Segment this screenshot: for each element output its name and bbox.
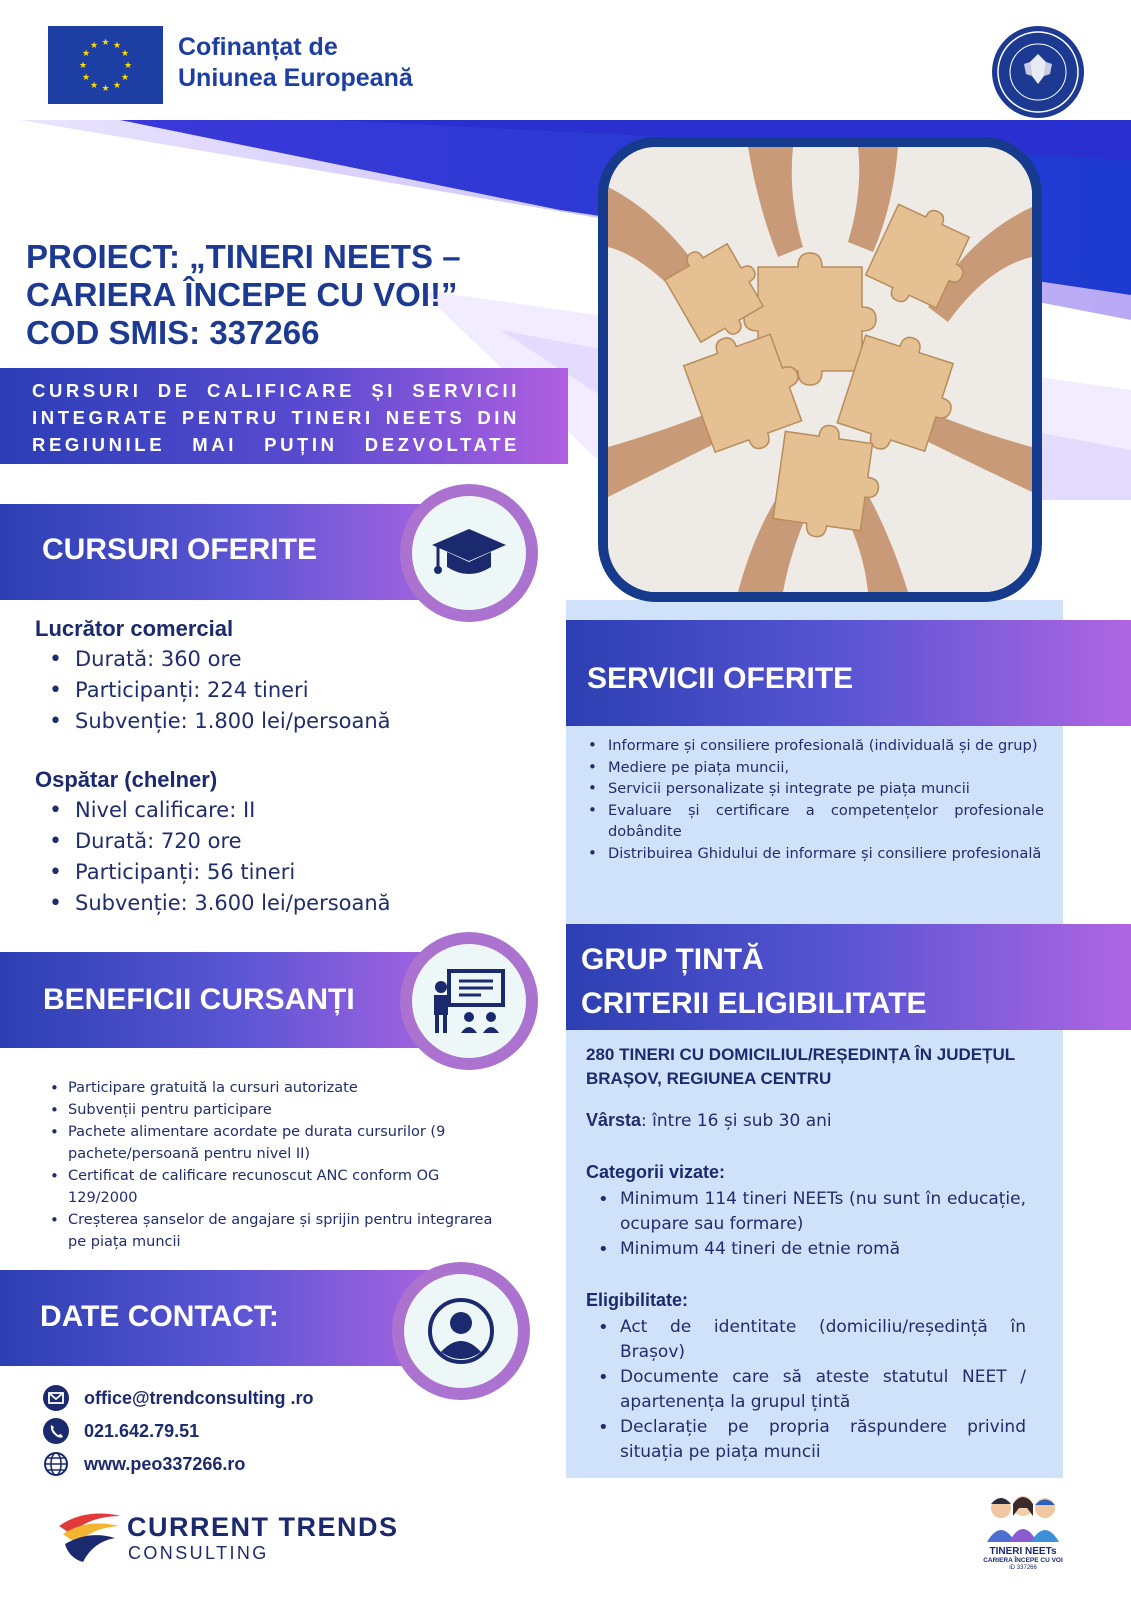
badge-id: ID 337266 <box>1009 1565 1037 1571</box>
eligibility-label: Eligibilitate: <box>586 1290 689 1310</box>
globe-icon <box>42 1450 70 1478</box>
courses-icon-badge <box>400 484 538 622</box>
email-icon <box>42 1384 70 1412</box>
svg-text:★: ★ <box>81 49 91 59</box>
service-item: • Servicii personalizate și integrate pe piața muncii <box>586 778 1044 800</box>
benefit-item: • Participare gratuită la cursuri autorizate <box>50 1077 500 1099</box>
svg-text:★: ★ <box>112 41 122 51</box>
eu-cofinancing-text <box>178 32 413 94</box>
svg-text:★: ★ <box>123 61 133 71</box>
eu-line-1: Cofinanțat de <box>178 33 338 61</box>
eligibility-item: • Act de identitate (domiciliu/reședință în Brașov) <box>588 1315 1026 1365</box>
romanian-government-seal <box>990 24 1086 120</box>
course-name-2: Ospătar (chelner) <box>35 767 218 792</box>
svg-text:★: ★ <box>89 41 99 51</box>
svg-text:★: ★ <box>78 61 88 71</box>
course-2-detail: • Durată: 720 ore <box>35 826 535 857</box>
graduation-cap-icon <box>430 523 508 583</box>
contact-phone-row[interactable] <box>42 1417 314 1445</box>
brand-name: CURRENT TRENDS <box>127 1512 399 1542</box>
project-subtitle: CURSURI DE CALIFICARE ȘI SERVICII INTEGRATE PENTRU TINERI NEETS DIN REGIUNILE MAI PUȚIN DEZVOLTATE <box>32 380 520 455</box>
categories-label: Categorii vizate: <box>586 1162 726 1182</box>
course-2-detail: • Nivel calificare: II <box>35 795 535 826</box>
project-title-line-2: CARIERA ÎNCEPE CU VOI!” <box>26 276 458 313</box>
phone-icon <box>42 1417 70 1445</box>
target-group-title-line-2: CRITERII ELIGIBILITATE <box>581 987 927 1020</box>
svg-text:★: ★ <box>81 73 91 83</box>
benefit-item: • Creșterea șanselor de angajare și sprijin pentru integrarea pe piața muncii <box>50 1209 500 1253</box>
svg-text:★: ★ <box>120 73 130 83</box>
eu-flag-logo <box>48 26 163 104</box>
course-2-detail: • Subvenție: 3.600 lei/persoană <box>35 888 535 919</box>
contact-website-row[interactable] <box>42 1450 314 1478</box>
categories-list <box>588 1187 1026 1262</box>
benefit-item: • Subvenții pentru participare <box>50 1099 500 1121</box>
eu-line-2: Uniunea Europeană <box>178 64 413 92</box>
svg-text:★: ★ <box>101 38 110 48</box>
target-group-title-line-1: GRUP ȚINTĂ <box>581 943 764 976</box>
age-value: : între 16 și sub 30 ani <box>641 1111 832 1131</box>
current-trends-swoosh-icon <box>55 1500 125 1570</box>
eligibility-item: • Documente care să ateste statutul NEET / apartenența la grupul țintă <box>588 1365 1026 1415</box>
teacher-presentation-icon <box>431 967 507 1035</box>
contact-details <box>42 1384 314 1478</box>
services-list <box>586 735 1044 864</box>
puzzle-photo-frame <box>598 137 1042 602</box>
contact-email[interactable]: office@trendconsulting .ro <box>84 1387 314 1408</box>
tineri-neets-badge <box>970 1490 1076 1580</box>
courses-title: CURSURI OFERITE <box>42 533 318 566</box>
target-group-headline: 280 TINERI CU DOMICILIUL/REȘEDINȚA ÎN JUDEȚUL BRAȘOV, REGIUNEA CENTRU <box>586 1045 1015 1088</box>
contact-website[interactable]: www.peo337266.ro <box>84 1453 246 1474</box>
badge-subtitle: CARIERA ÎNCEPE CU VOI <box>983 1557 1063 1564</box>
svg-text:★: ★ <box>120 49 130 59</box>
courses-list <box>35 616 535 919</box>
course-1-detail: • Durată: 360 ore <box>35 644 535 675</box>
svg-text:★: ★ <box>112 81 122 91</box>
benefits-list <box>50 1077 500 1253</box>
contact-icon-badge <box>392 1262 530 1400</box>
benefit-item: • Pachete alimentare acordate pe durata cursurilor (9 pachete/persoană pentru nivel II) <box>50 1121 500 1165</box>
brand-subname: CONSULTING <box>128 1543 269 1563</box>
puzzle-hands-photo <box>608 147 1032 592</box>
course-name-1: Lucrător comercial <box>35 616 234 641</box>
contact-title: DATE CONTACT: <box>40 1300 279 1333</box>
course-2-detail: • Participanți: 56 tineri <box>35 857 535 888</box>
age-criteria <box>586 1110 1036 1131</box>
category-item: • Minimum 44 tineri de etnie romă <box>588 1237 1026 1262</box>
svg-text:★: ★ <box>89 81 99 91</box>
contact-phone[interactable]: 021.642.79.51 <box>84 1420 200 1441</box>
user-icon <box>426 1296 496 1366</box>
service-item: • Mediere pe piața muncii, <box>586 757 1044 779</box>
svg-text:★: ★ <box>101 84 110 94</box>
age-label: Vârsta <box>586 1110 642 1130</box>
benefit-item: • Certificat de calificare recunoscut ANC conform OG 129/2000 <box>50 1165 500 1209</box>
eligibility-item: • Declarație pe propria răspundere privind situația pe piața muncii <box>588 1415 1026 1465</box>
current-trends-logo <box>55 1500 415 1570</box>
contact-email-row[interactable] <box>42 1384 314 1412</box>
benefits-title: BENEFICII CURSANȚI <box>43 983 355 1016</box>
services-title: SERVICII OFERITE <box>587 662 854 695</box>
benefits-icon-badge <box>400 932 538 1070</box>
service-item: • Distribuirea Ghidului de informare și consiliere profesională <box>586 843 1044 865</box>
category-item: • Minimum 114 tineri NEETs (nu sunt în educație, ocupare sau formare) <box>588 1187 1026 1237</box>
service-item: • Evaluare și certificare a competențelor profesionale dobândite <box>586 800 1044 843</box>
course-1-detail: • Subvenție: 1.800 lei/persoană <box>35 706 535 737</box>
service-item: • Informare și consiliere profesională (individuală și de grup) <box>586 735 1044 757</box>
project-title-line-1: PROIECT: „TINERI NEETS – <box>26 238 461 275</box>
target-group-title <box>581 938 927 1026</box>
youth-group-icon <box>983 1490 1063 1542</box>
project-title <box>26 238 546 352</box>
eligibility-list <box>588 1315 1026 1465</box>
project-code: COD SMIS: 337266 <box>26 314 320 351</box>
course-1-detail: • Participanți: 224 tineri <box>35 675 535 706</box>
badge-title: TINERI NEETs <box>989 1546 1057 1557</box>
